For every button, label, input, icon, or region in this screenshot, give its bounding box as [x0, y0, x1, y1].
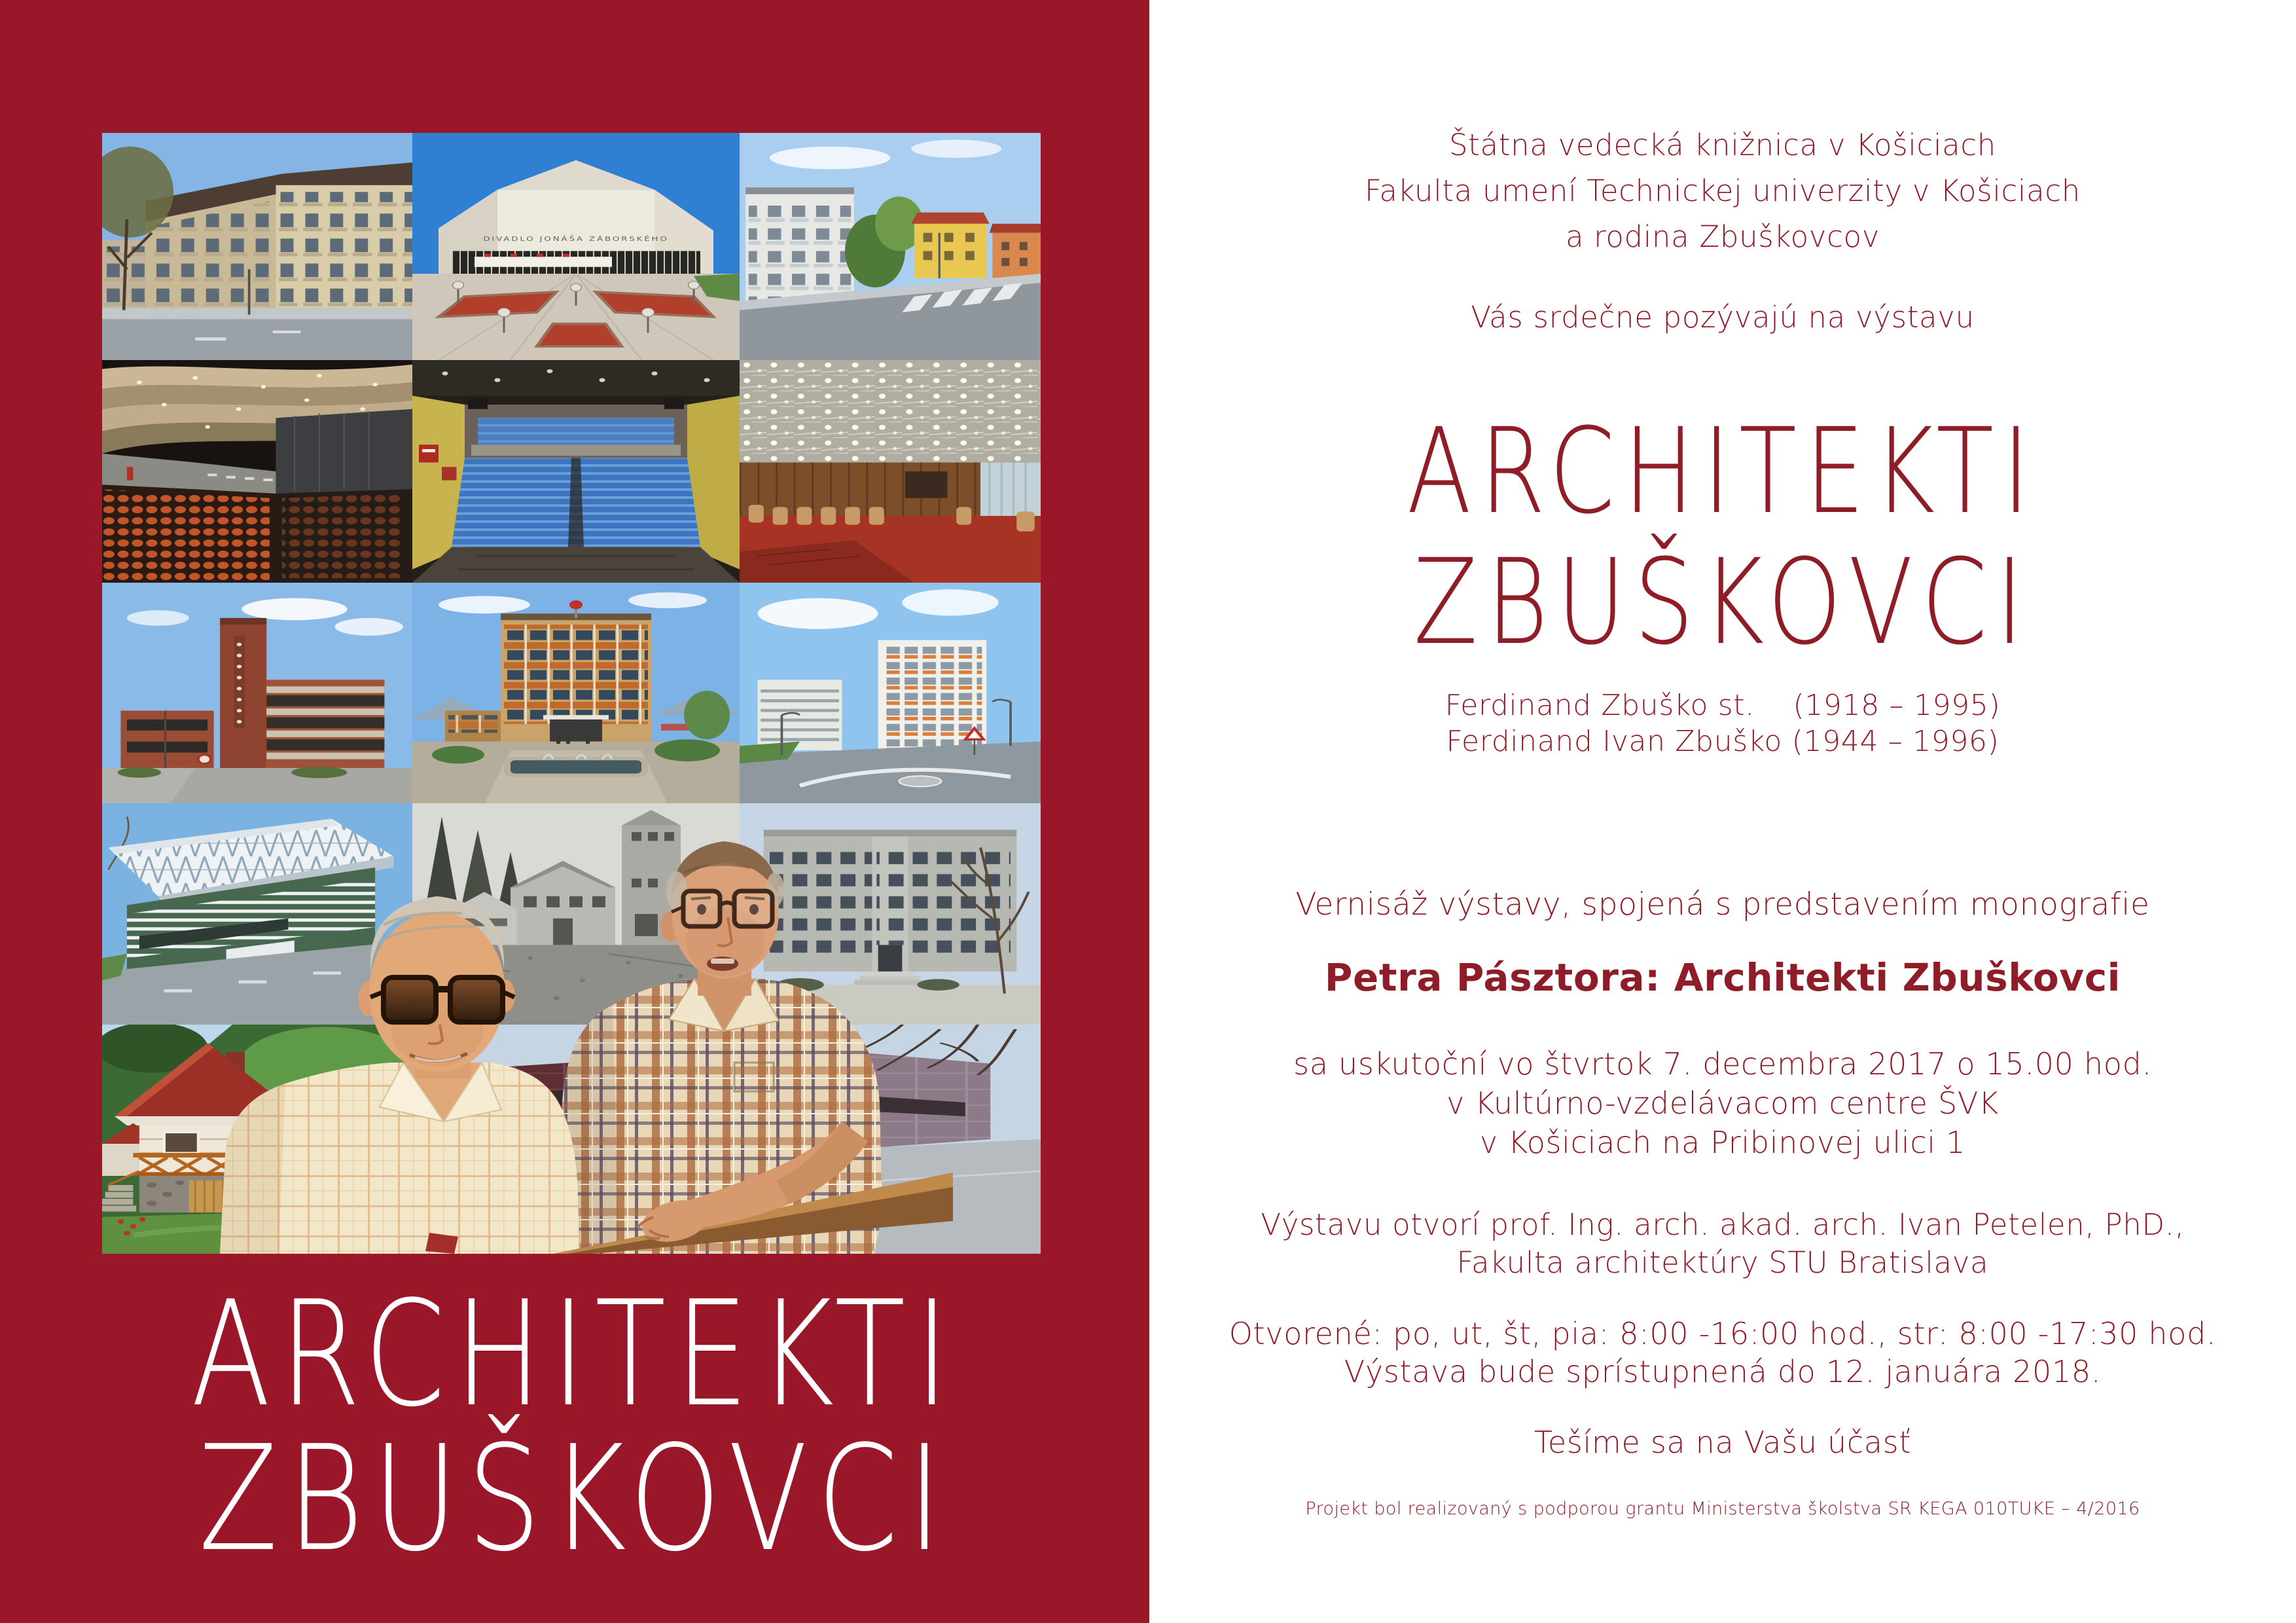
opening-speaker-line2: Fakulta architektúry STU Bratislava — [1456, 1245, 1989, 1280]
portraits-overlay — [187, 814, 953, 1254]
invitation-text-panel — [1149, 0, 2296, 1623]
photo-collage — [102, 133, 1041, 1254]
photo-white-office-towers — [740, 583, 1041, 803]
exhibition-title-line1: ARCHITEKTI — [1407, 403, 2039, 540]
grant-credit-line: Projekt bol realizovaný s podporou grantu Ministerstva školstva SR KEGA 010TUKE – 4/2016 — [1305, 1499, 2140, 1519]
architect-2-name-dates: Ferdinand Ivan Zbuško (1944 – 1996) — [1446, 725, 2000, 758]
portrait-ferdinand-zbusko-st — [220, 896, 580, 1254]
theater-sign-text: DIVADLO JONÁŠA ZÁBORSKÉHO — [483, 234, 669, 243]
photo-conference-hall — [740, 360, 1041, 583]
monograph-title: Petra Pásztora: Architekti Zbuškovci — [1324, 955, 2121, 1000]
invitation-line: Vás srdečne pozývajú na výstavu — [1471, 300, 1975, 335]
vernissage-line: Vernisáž výstavy, spojená s predstavením monografie — [1295, 886, 2150, 922]
exhibition-duration-line: Výstava bude sprístupnená do 12. januára 2018. — [1344, 1354, 2102, 1389]
photo-theater-jonas-zaborsky — [412, 133, 740, 360]
exhibition-title-line2: ZBUŠKOVCI — [1413, 534, 2032, 671]
opening-hours-line: Otvorené: po, ut, št, pia: 8:00 -16:00 hod., str: 8:00 -17:30 hod. — [1229, 1316, 2217, 1351]
photo-residential-street — [740, 133, 1041, 360]
organizer-line-1: Štátna vedecká knižnica v Košiciach — [1448, 128, 1997, 162]
opening-speaker-line1: Výstavu otvorí prof. Ing. arch. akad. arch. Ivan Petelen, PhD., — [1261, 1207, 2185, 1242]
event-venue-line2: v Košiciach na Pribinovej ulici 1 — [1479, 1125, 1966, 1160]
event-date-line: sa uskutoční vo štvrtok 7. decembra 2017 o 15.00 hod. — [1293, 1046, 2152, 1082]
organizer-line-3: a rodina Zbuškovcov — [1565, 219, 1880, 254]
photo-office-building-fountain — [412, 583, 740, 803]
event-venue-line1: v Kultúrno-vzdelávacom centre ŠVK — [1446, 1085, 1999, 1121]
poster-title-line2: ZBUŠKOVCI — [198, 1415, 951, 1584]
architect-1-name-dates: Ferdinand Zbuško st. (1918 – 1995) — [1444, 689, 2001, 722]
photo-auditorium-orange-seats — [102, 360, 412, 583]
poster-title-line1: ARCHITEKTI — [190, 1270, 959, 1439]
photo-auditorium-blue-seats — [412, 360, 740, 583]
photo-apartment-block-kosice — [102, 133, 412, 360]
photo-brick-administrative-building — [102, 583, 412, 803]
closing-line: Tešíme sa na Vašu účasť — [1534, 1425, 1912, 1460]
organizer-line-2: Fakulta umení Technickej univerzity v Košiciach — [1365, 173, 2081, 208]
